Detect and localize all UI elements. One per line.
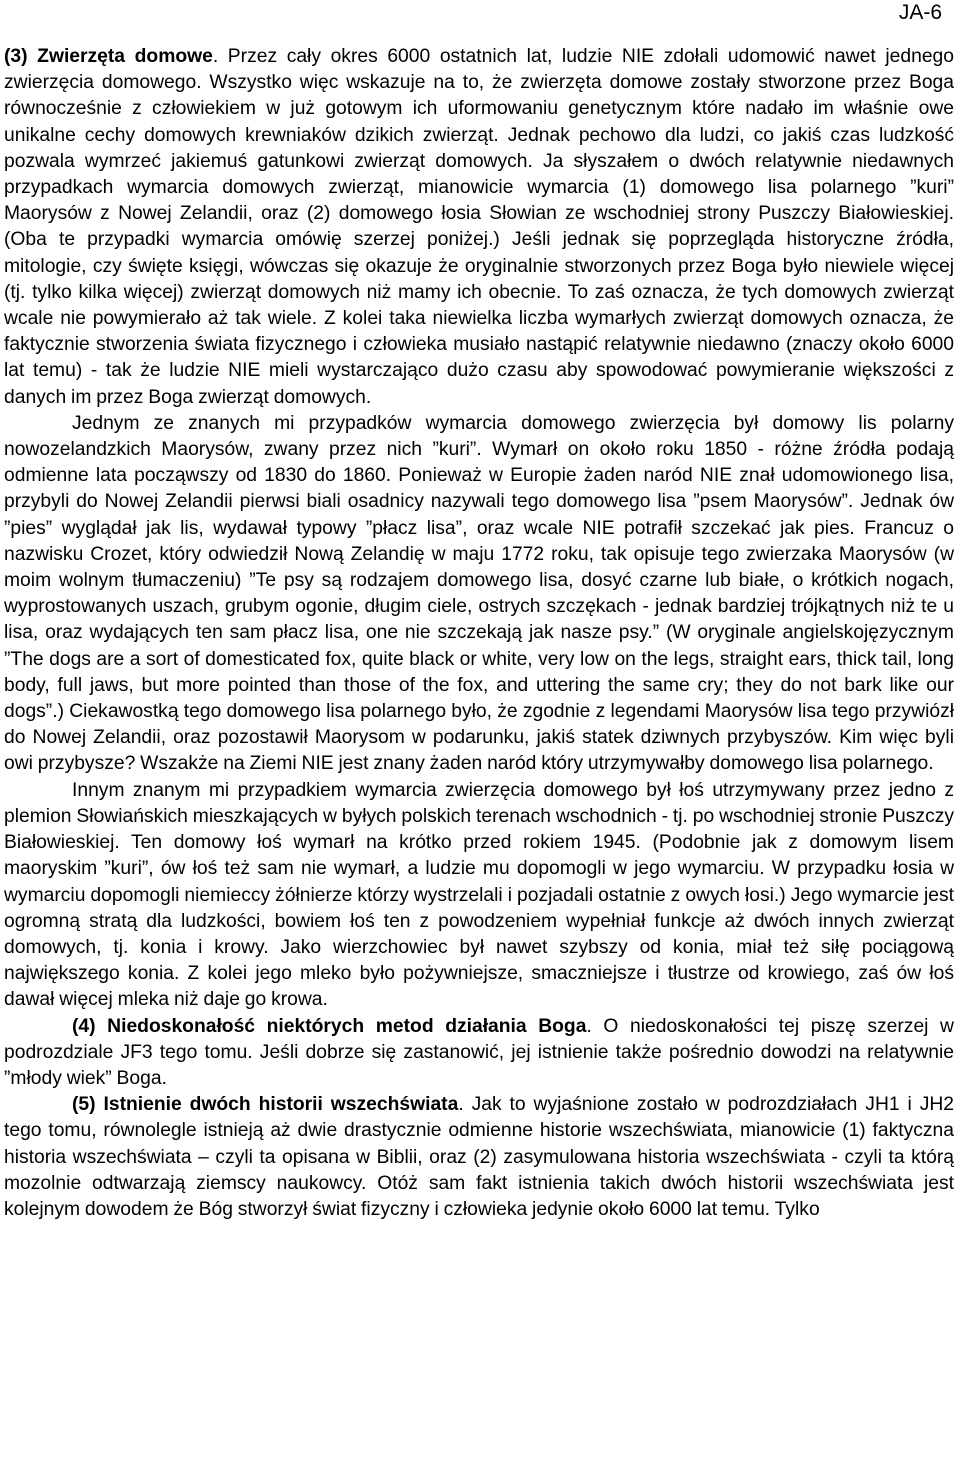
- paragraph-text: . O niedoskonałości tej piszę szerzej w podrozdziale JF3 tego tomu. Jeśli dobrze się zastanowić, jej istnienie także pośrednio dowodzi na relatywnie ”młody wiek” Boga.: [4, 1015, 954, 1089]
- section-heading: (4) Niedoskonałość niektórych metod działania Boga: [72, 1015, 587, 1037]
- paragraph-imperfection: [4, 1014, 954, 1093]
- paragraph-domestic-animals: [4, 44, 954, 411]
- paragraph-text: Jednym ze znanych mi przypadków wymarcia domowego zwierzęcia był domowy lis polarny nowozelandzkich Maorysów, zwany przez nich ”kuri”. Wymarł on około roku 1850 - różne źródła podają odmienne lata począwszy od 1830 do 1860. Ponieważ w Europie żaden naród NIE znał udomowionego lisa, przybyli do Nowej Zelandii pierwsi biali osadnicy nazywali tego domowego lisa ”psem Maorysów”. Jednak ów ”pies” wyglądał jak lis, wydawał typowy ”płacz lisa”, oraz wcale NIE potrafił szczekać jak pies. Francuz o nazwisku Crozet, który odwiedził Nową Zelandię w maju 1772 roku, tak opisuje tego zwierzaka Maorysów (w moim wolnym tłumaczeniu) ”Te psy są rodzajem domowego lisa, dosyć czarne lub białe, o krótkich nogach, wyprostowanych uszach, grubym ogonie, długim ciele, ostrych szczękach - jednak bardziej trójkątnych niż te u lisa, oraz wydających ten sam płacz lisa, one nie szczekają jak nasze psy.” (W oryginale angielskojęzycznym ”The dogs are a sort of domesticated fox, quite black or white, very low on the legs, straight ears, thick tail, long body, full jaws, but more pointed than those of the fox, and uttering the same cry; they do not bark like our dogs”.) Ciekawostką tego domowego lisa polarnego było, że zgodnie z legendami Maorysów lisa tego przywiózł do Nowej Zelandii, oraz pozostawił Maorysom w podarunku, jakiś statek dziwnych przybyszów. Kim więc byli owi przybysze? Wszakże na Ziemi NIE jest znany żaden naród który utrzymywałby domowego lisa polarnego.: [4, 412, 954, 775]
- section-heading: (5) Istnienie dwóch historii wszechświata: [72, 1094, 459, 1116]
- paragraph-text: Innym znanym mi przypadkiem wymarcia zwierzęcia domowego był łoś utrzymywany przez jedno z plemion Słowiańskich mieszkających w byłych polskich terenach wschodnich - tj. po wschodniej stronie Puszczy Białowieskiej. Ten domowy łoś wymarł na krótko przed rokiem 1945. (Podobnie jak z domowym lisem maoryskim ”kuri”, ów łoś też sam nie wymarł, a ludzie mu dopomogli w jego wymarciu. W przypadku łosia w wymarciu dopomogli niemieccy żółnierze którzy wystrzelali i pozjadali ostatnie z owych łosi.) Jego wymarcie jest ogromną stratą dla ludzkości, bowiem łoś ten z powodzeniem wypełniał funkcje aż dwóch innych zwierząt domowych, tj. konia i krowy. Jako wierzchowiec był nawet szybszy od konia, miał też siłę pociągową największego konia. Z kolei jego mleko było pożywniejsze, smaczniejsze i tłustrze od krowiego, zaś ów łoś dawał więcej mleka niż daje go krowa.: [4, 779, 954, 1011]
- page-number-label: JA-6: [898, 1, 942, 24]
- paragraph-text: . Jak to wyjaśnione zostało w podrozdziałach JH1 i JH2 tego tomu, równolegle istnieją aż dwie drastycznie odmienne historie wszechświata, mianowicie (1) faktyczna historia wszechświata – czyli ta opisana w Biblii, oraz (2) zasymulowana historia wszechświata - czyli ta którą mozolnie odtwarzają ziemscy naukowcy. Otóż sam fakt istnienia takich dwóch historii wszechświata jest kolejnym dowodem że Bóg stworzył świat fizyczny i człowieka jedynie około 6000 lat temu. Tylko: [4, 1094, 954, 1220]
- paragraph-two-histories: [4, 1092, 954, 1223]
- section-heading: (3) Zwierzęta domowe: [4, 46, 213, 67]
- paragraph-domestic-moose: [4, 778, 954, 1014]
- paragraph-text: . Przez cały okres 6000 ostatnich lat, ludzie NIE zdołali udomowić nawet jednego zwierzęcia domowego. Wszystko więc wskazuje na to, że zwierzęta domowe zostały stworzone przez Boga równocześnie z człowiekiem w już gotowym ich uformowaniu genetycznym które nadało im właśnie owe unikalne cechy domowych krewniaków dzikich zwierząt. Jednak pechowo dla ludzi, co jakiś czas ludzkość pozwala wymrzeć jakiemuś gatunkowi zwierząt domowych. Ja słyszałem o dwóch relatywnie niedawnych przypadkach wymarcia domowych zwierząt, mianowicie wymarcia (1) domowego lisa polarnego ”kuri” Maorysów z Nowej Zelandii, oraz (2) domowego łosia Słowian ze wschodniej strony Puszczy Białowieskiej. (Oba te przypadki wymarcia omówię szerzej poniżej.) Jeśli jednak się poprzegląda historyczne źródła, mitologie, czy święte księgi, wówczas się okazuje że oryginalnie stworzonych przez Boga było niewiele więcej (tj. tylko kilka więcej) zwierząt domowych niż mamy ich obecnie. To zaś oznacza, że tych domowych zwierząt wcale nie powymierało aż tak wiele. Z kolei taka niewielka liczba wymarłych zwierząt domowych oznacza, że faktycznie stworzenia świata fizycznego i człowieka musiało nastąpić relatywnie niedawno (znaczy około 6000 lat temu) - tak że ludzie NIE mieli wystarczająco dużo czasu aby spowodować powymieranie większości z danych im przez Boga zwierząt domowych.: [4, 46, 954, 408]
- page-header: [0, 0, 960, 28]
- body-text: [4, 44, 954, 1223]
- paragraph-kuri-fox: [4, 411, 954, 778]
